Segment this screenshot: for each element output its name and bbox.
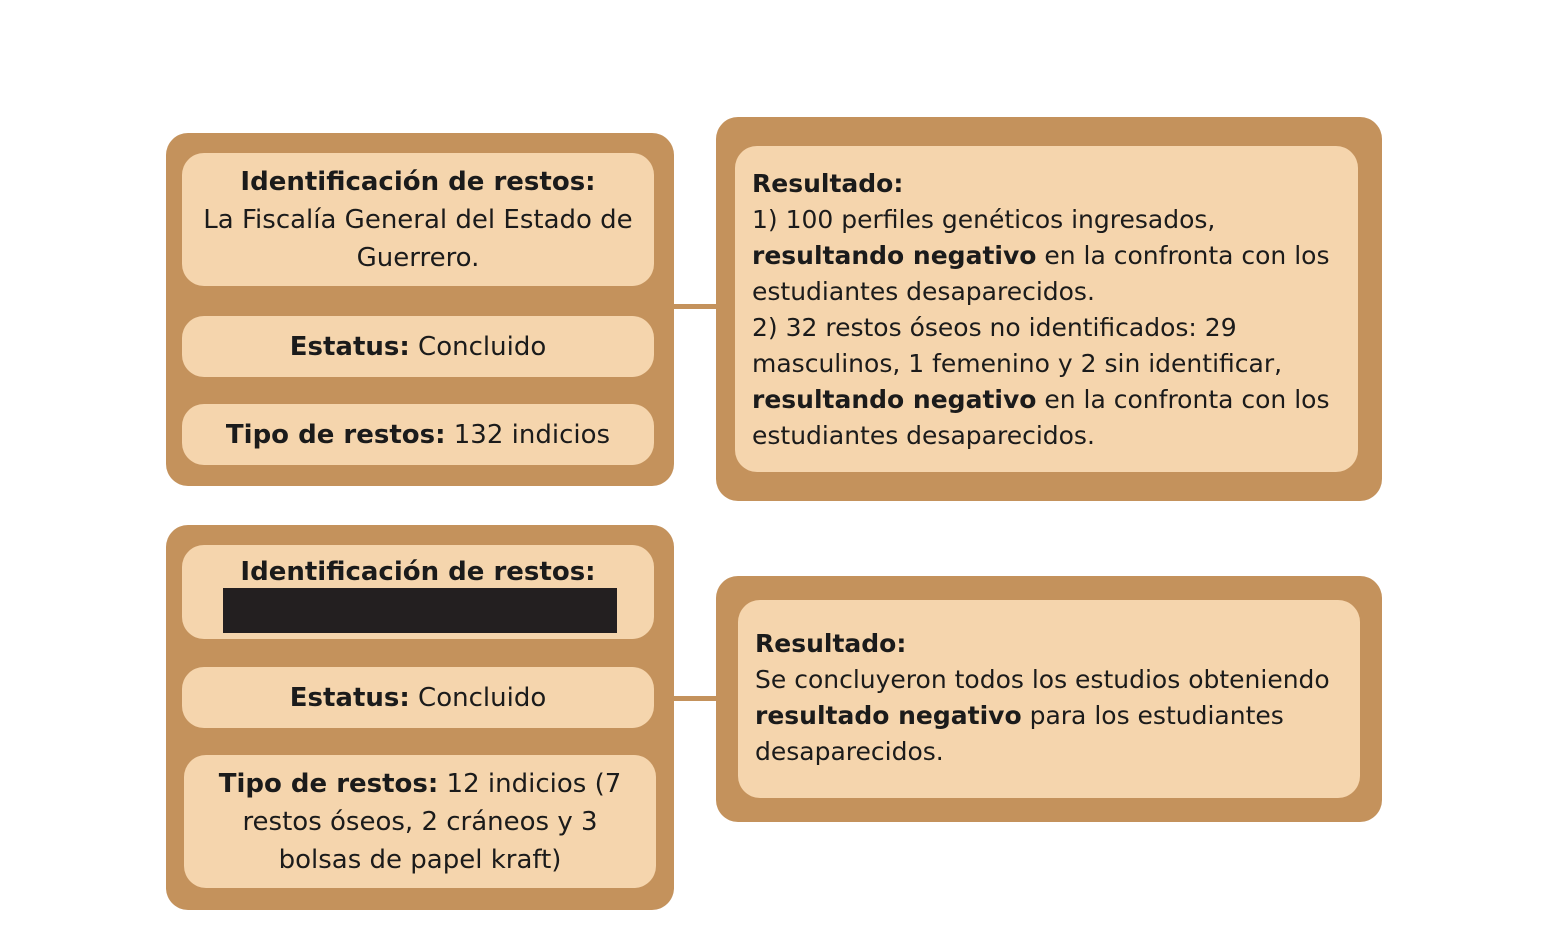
case2-remains-type-box — [184, 755, 656, 888]
case1-identification-label: Identificación de restos: — [240, 166, 596, 197]
redaction-bar — [223, 588, 617, 633]
case1-result-line2-bold: resultando negativo — [752, 385, 1037, 414]
case1-remains-type-box — [182, 404, 654, 465]
case1-connector — [674, 304, 717, 309]
case2-identification-box — [182, 545, 654, 639]
case1-status-label: Estatus: — [289, 331, 410, 362]
case1-identification-value: La Fiscalía General del Estado de Guerrero. — [203, 204, 633, 273]
case1-result-line2-tail: en la confronta con los estudiantes desaparecidos. — [752, 385, 1330, 450]
case1-status-text — [290, 328, 546, 366]
case1-identification-text — [202, 163, 634, 277]
case2-remains-type-text — [214, 765, 626, 879]
case2-identification-label: Identificación de restos: — [240, 557, 596, 587]
case1-result-line2: 2) 32 restos óseos no identificados: 29 masculinos, 1 femenino y 2 sin identificar, — [752, 313, 1283, 378]
case2-result-text-tail: para los estudiantes desaparecidos. — [755, 701, 1284, 766]
case2-result-box — [738, 600, 1360, 798]
case1-status-box — [182, 316, 654, 377]
case1-status-value: Concluido — [409, 331, 547, 362]
case1-identification-box — [182, 153, 654, 286]
case1-remains-type-text — [226, 416, 610, 454]
case1-result-box — [735, 146, 1358, 472]
case2-status-box — [182, 667, 654, 728]
case2-result-title: Resultado: — [755, 629, 907, 658]
case2-status-label: Estatus: — [289, 682, 410, 713]
case2-result-text: Se concluyeron todos los estudios obteniendo — [755, 665, 1330, 694]
case1-result-title: Resultado: — [752, 169, 904, 198]
case1-result-line1-bold: resultando negativo — [752, 241, 1037, 270]
case1-remains-type-label: Tipo de restos: — [225, 419, 446, 450]
case2-connector — [674, 696, 717, 701]
case1-result-line1: 1) 100 perfiles genéticos ingresados, — [752, 205, 1216, 234]
case2-status-text — [290, 679, 546, 717]
case2-remains-type-value: 12 indicios (7 restos óseos, 2 cráneos y 3 bolsas de papel kraft) — [242, 768, 622, 875]
case1-result-line1-tail: en la confronta con los estudiantes desaparecidos. — [752, 241, 1330, 306]
case2-remains-type-label: Tipo de restos: — [218, 768, 439, 799]
case2-result-text-bold: resultado negativo — [755, 701, 1022, 730]
case2-status-value: Concluido — [409, 682, 547, 713]
case1-remains-type-value: 132 indicios — [445, 419, 611, 450]
